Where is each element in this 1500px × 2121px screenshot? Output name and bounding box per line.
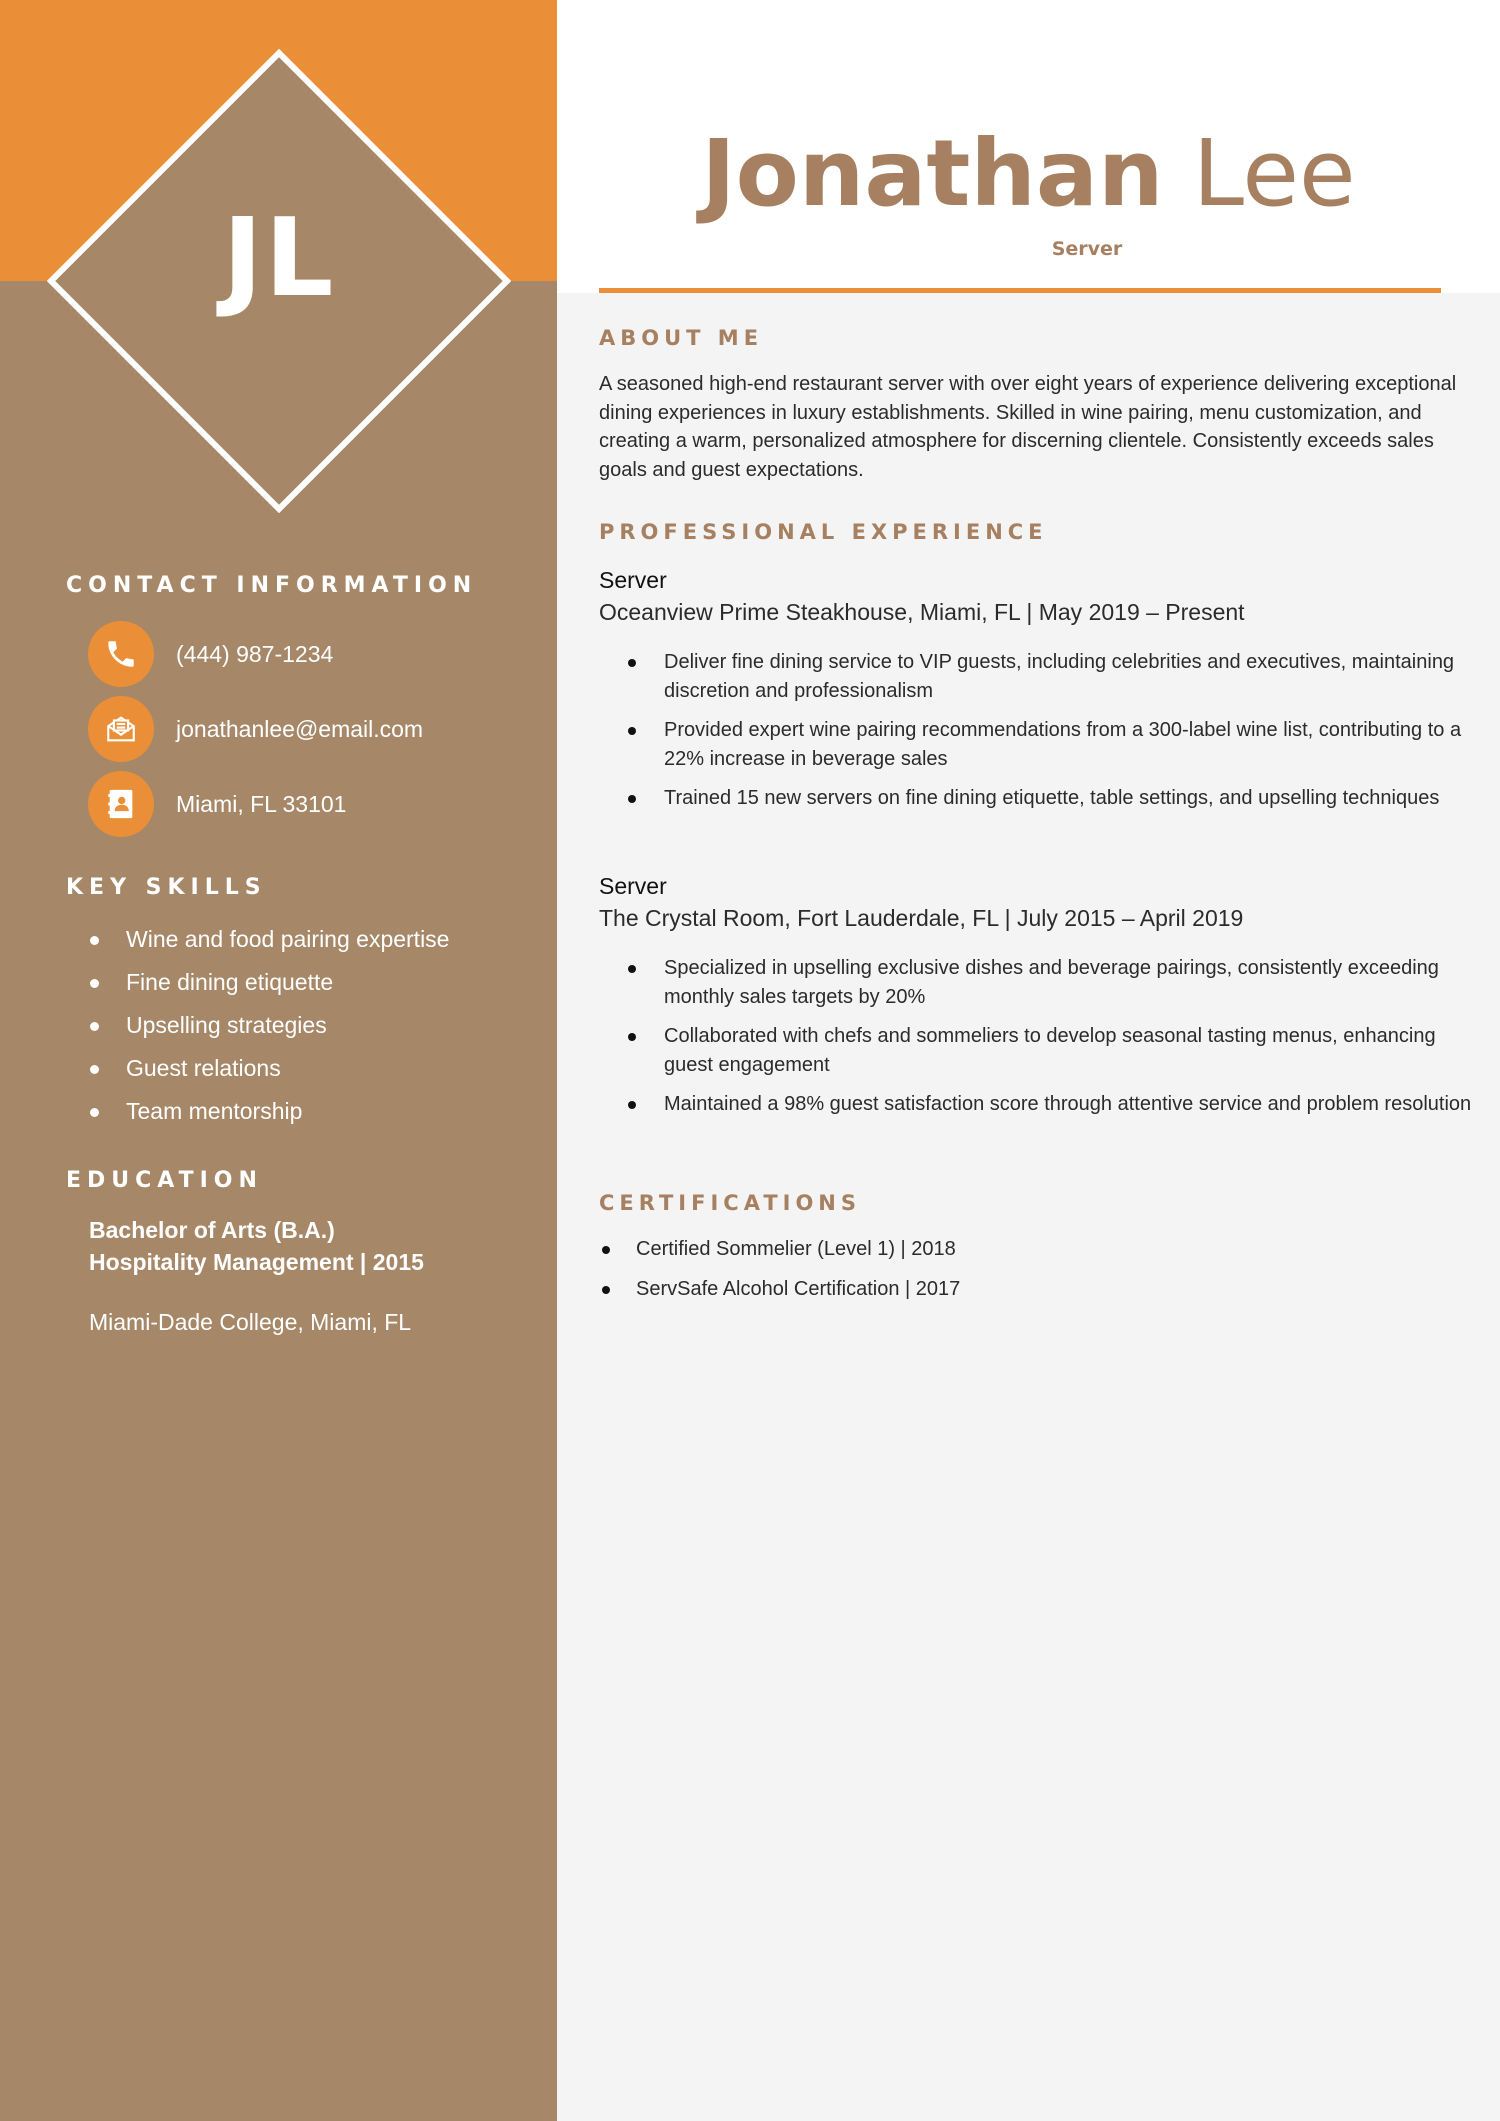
header-divider — [599, 288, 1441, 293]
education-degree — [89, 1214, 424, 1278]
list-item: Upselling strategies — [88, 1004, 449, 1047]
contact-email[interactable] — [88, 696, 423, 762]
list-item: Fine dining etiquette — [88, 961, 449, 1004]
job-2-title: Server — [599, 873, 667, 899]
skills-heading: KEY SKILLS — [66, 875, 267, 900]
job-1-bullets — [628, 648, 1473, 824]
contact-heading: CONTACT INFORMATION — [66, 573, 478, 598]
job-1-meta: Oceanview Prime Steakhouse, Miami, FL | May 2019 – Present — [599, 599, 1245, 625]
contact-phone[interactable] — [88, 621, 333, 687]
list-item: Provided expert wine pairing recommendations from a 300-label wine list, contributing to a 22% increase in beverage sales — [628, 716, 1473, 773]
list-item: Wine and food pairing expertise — [88, 918, 449, 961]
contact-phone-text: (444) 987-1234 — [176, 640, 334, 667]
list-item: Guest relations — [88, 1047, 449, 1090]
list-item: Specialized in upselling exclusive dishes and beverage pairings, consistently exceeding monthly sales targets by 20% — [628, 954, 1473, 1011]
education-degree-line2: Hospitality Management | 2015 — [89, 1249, 424, 1275]
list-item: Collaborated with chefs and sommeliers to develop seasonal tasting menus, enhancing guest engagement — [628, 1022, 1473, 1079]
certifications-list — [600, 1235, 960, 1315]
about-text: A seasoned high-end restaurant server with over eight years of experience delivering exceptional dining experiences in luxury establishments. Skilled in wine pairing, menu customization, and creating a warm, personalized atmosphere for discerning clientele. Consistently exceeds sales goals and guest expectations. — [599, 373, 1457, 481]
phone-icon — [88, 621, 154, 687]
list-item: Maintained a 98% guest satisfaction score through attentive service and problem resolution — [628, 1090, 1473, 1119]
first-name: Jonathan — [701, 120, 1164, 227]
contact-address-text: Miami, FL 33101 — [176, 790, 347, 817]
role-subtitle: Server — [1051, 238, 1123, 260]
list-item: Trained 15 new servers on fine dining etiquette, table settings, and upselling techniques — [628, 784, 1473, 813]
list-item: ServSafe Alcohol Certification | 2017 — [600, 1275, 960, 1303]
list-item: Team mentorship — [88, 1090, 449, 1133]
list-item: Deliver fine dining service to VIP guests, including celebrities and executives, maintaining discretion and professionalism — [628, 648, 1473, 705]
last-name: Lee — [1192, 120, 1356, 227]
contact-email-text: jonathanlee@email.com — [176, 715, 424, 742]
education-degree-line1: Bachelor of Arts (B.A.) — [89, 1217, 335, 1243]
job-2-meta: The Crystal Room, Fort Lauderdale, FL | July 2015 – April 2019 — [599, 905, 1244, 931]
contact-address — [88, 771, 346, 837]
job-2-bullets — [628, 954, 1473, 1130]
experience-heading: PROFESSIONAL EXPERIENCE — [599, 520, 1048, 544]
certifications-heading: CERTIFICATIONS — [599, 1191, 862, 1215]
monogram-initials: JL — [222, 196, 336, 321]
job-1-title: Server — [599, 567, 667, 593]
skills-list — [88, 918, 449, 1133]
page-title — [557, 120, 1500, 227]
education-school: Miami-Dade College, Miami, FL — [89, 1309, 412, 1335]
envelope-icon — [88, 696, 154, 762]
education-heading: EDUCATION — [66, 1168, 263, 1193]
list-item: Certified Sommelier (Level 1) | 2018 — [600, 1235, 960, 1263]
about-heading: ABOUT ME — [599, 326, 764, 350]
address-book-icon — [88, 771, 154, 837]
